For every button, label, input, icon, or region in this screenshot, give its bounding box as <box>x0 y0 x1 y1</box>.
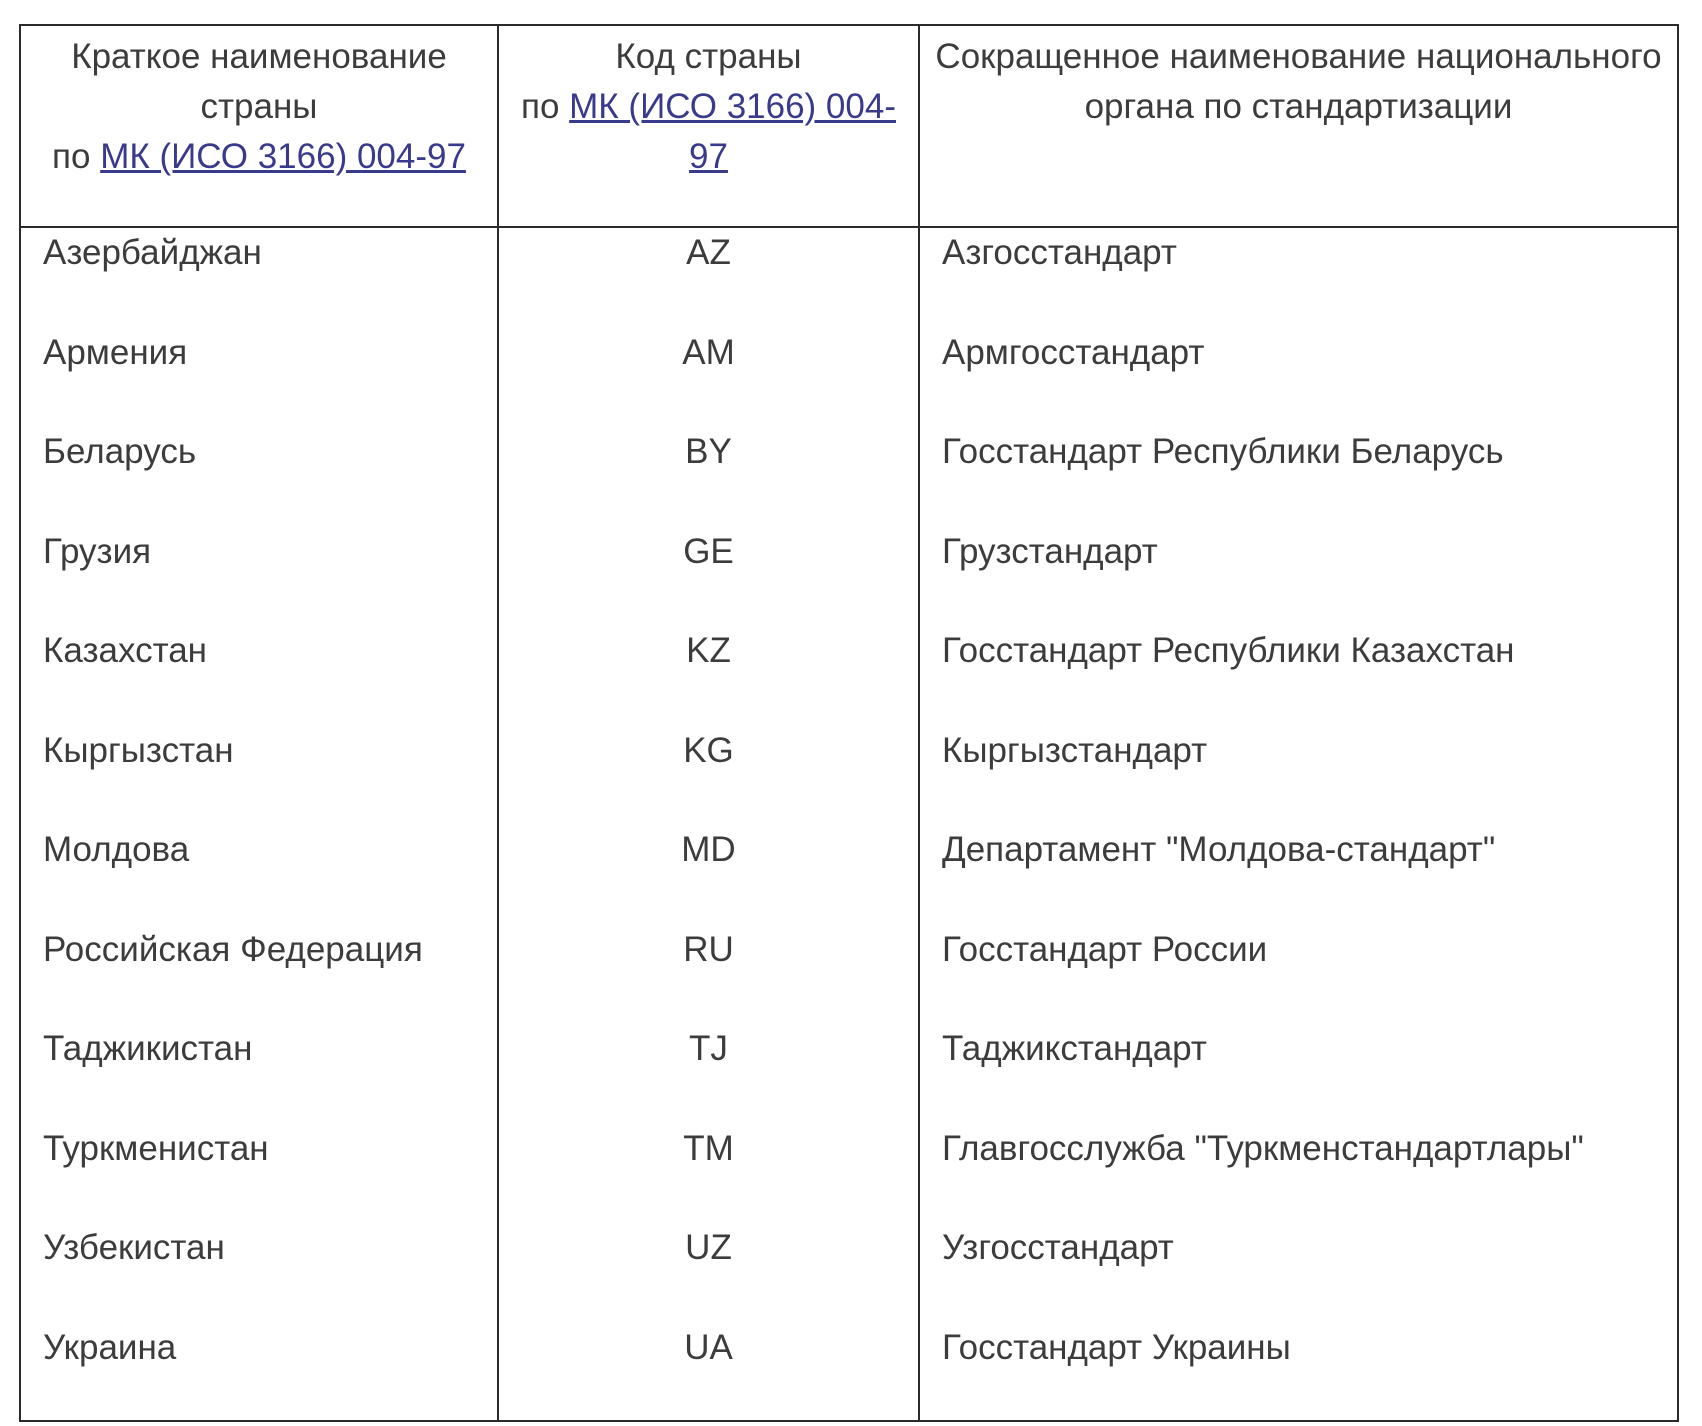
country-code-cell: KG <box>683 730 734 770</box>
country-name-cell: Беларусь <box>43 432 197 471</box>
country-code-cell: TM <box>683 1128 734 1168</box>
standards-organ-cell: Главгосслужба "Туркменстандартлары" <box>942 1128 1584 1168</box>
country-code-cell: UZ <box>685 1228 732 1267</box>
standards-organ-cell: Армгосстандарт <box>942 332 1205 372</box>
country-name-cell: Армения <box>43 332 188 372</box>
country-name-cell: Узбекистан <box>43 1228 225 1267</box>
header-standards-organ <box>920 26 1677 228</box>
header-country-name <box>21 26 499 228</box>
standards-organ-cell: Госстандарт Республики Казахстан <box>942 631 1515 670</box>
header-country-code <box>499 26 920 228</box>
country-name-cell: Российская Федерация <box>43 929 423 969</box>
header-country-code-link[interactable]: МК (ИСО 3166) 004-97 <box>569 87 896 176</box>
country-code-cell: KZ <box>686 631 731 670</box>
country-code-cell: RU <box>683 929 734 969</box>
country-name-cell: Туркменистан <box>43 1128 269 1168</box>
country-code-cell: BY <box>685 432 732 471</box>
country-code-cell: AZ <box>686 233 731 272</box>
header-country-name-link[interactable]: МК (ИСО 3166) 004-97 <box>100 137 466 176</box>
country-name-cell: Украина <box>43 1327 177 1367</box>
country-code-cell: GE <box>683 531 734 571</box>
country-code-cell: MD <box>681 830 736 869</box>
standards-organ-cell: Узгосстандарт <box>942 1228 1174 1267</box>
standards-organ-cell: Госстандарт Украины <box>942 1327 1291 1367</box>
country-code-column <box>499 228 920 1422</box>
country-name-column <box>21 228 499 1422</box>
country-name-cell: Казахстан <box>43 631 208 670</box>
header-standards-organ-text: Сокращенное наименование национального органа по стандартизации <box>935 37 1662 126</box>
header-country-name-text: Краткое наименование страны <box>71 37 447 126</box>
standards-organ-cell: Госстандарт России <box>942 929 1268 969</box>
country-name-cell: Таджикистан <box>43 1029 253 1068</box>
standards-organ-cell: Кыргызстандарт <box>942 730 1208 770</box>
standards-organ-cell: Таджикстандарт <box>942 1029 1207 1068</box>
standards-organ-column <box>920 228 1677 1422</box>
country-name-cell: Кыргызстан <box>43 730 234 770</box>
country-name-cell: Молдова <box>43 830 190 869</box>
header-country-name-prefix: по <box>52 137 91 176</box>
country-name-cell: Азербайджан <box>43 233 262 272</box>
standards-organ-cell: Департамент "Молдова-стандарт" <box>942 830 1496 869</box>
standards-bodies-table <box>19 24 1679 1422</box>
country-code-cell: UA <box>684 1327 733 1367</box>
country-code-cell: AM <box>682 332 735 372</box>
country-name-cell: Грузия <box>43 531 152 571</box>
country-code-cell: TJ <box>689 1029 728 1068</box>
standards-organ-cell: Азгосстандарт <box>942 233 1177 272</box>
standards-organ-cell: Грузстандарт <box>942 531 1158 571</box>
header-country-code-prefix: по <box>521 87 560 126</box>
header-country-code-text: Код страны <box>615 37 802 76</box>
standards-organ-cell: Госстандарт Республики Беларусь <box>942 432 1504 471</box>
